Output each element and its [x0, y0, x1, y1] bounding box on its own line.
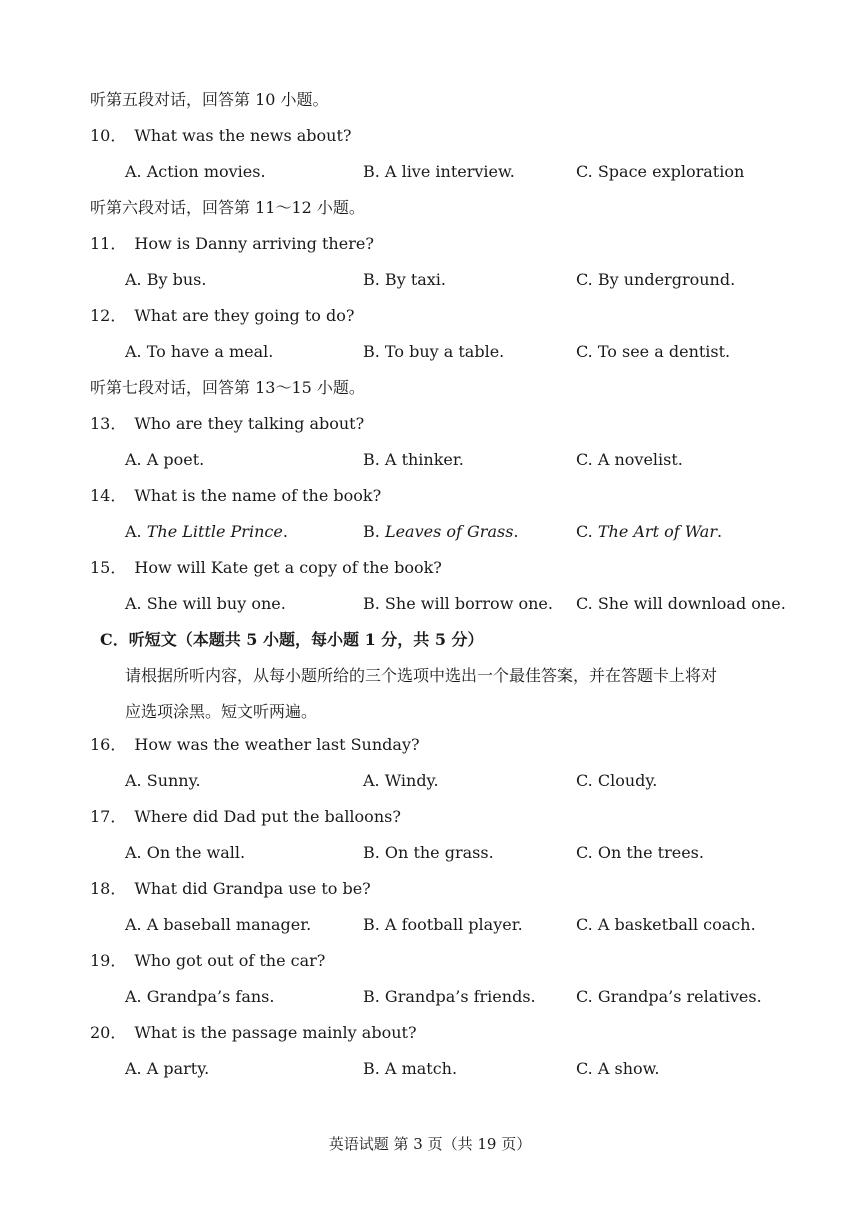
option-b: B. By taxi. — [363, 270, 447, 289]
section-c-instructions-line2: 应选项涂黑。短文听两遍。 — [125, 702, 318, 721]
option-b: B. A football player. — [363, 915, 523, 934]
options-14 — [0, 514, 860, 550]
option-c: C. Space exploration — [576, 162, 745, 181]
option-b — [363, 514, 519, 550]
question-15 — [0, 550, 860, 586]
page-footer: 英语试题 第 3 页（共 19 页） — [328, 1135, 532, 1153]
question-text: How will Kate get a copy of the book? — [134, 558, 442, 577]
option-b: A. Windy. — [363, 771, 439, 790]
option-c: C. A novelist. — [576, 450, 683, 469]
options-17 — [0, 835, 860, 871]
option-letter: C. — [576, 522, 598, 541]
option-b: B. Grandpa’s friends. — [363, 987, 536, 1006]
section-instruction-6: 听第六段对话，回答第 11～12 小题。 — [90, 198, 365, 217]
option-c: C. She will download one. — [576, 594, 786, 613]
question-number: 16． — [90, 735, 127, 754]
options-10 — [0, 154, 860, 190]
question-number: 12． — [90, 306, 127, 325]
book-title: The Little Prince — [146, 522, 283, 541]
option-c: C. Cloudy. — [576, 771, 658, 790]
book-title: The Art of War — [597, 522, 717, 541]
option-c: C. On the trees. — [576, 843, 704, 862]
option-a: A. Action movies. — [125, 162, 266, 181]
option-b: B. A live interview. — [363, 162, 515, 181]
question-text: Who got out of the car? — [134, 951, 326, 970]
option-c: C. By underground. — [576, 270, 736, 289]
option-b: B. On the grass. — [363, 843, 494, 862]
question-text: How was the weather last Sunday? — [134, 735, 420, 754]
option-b: B. A thinker. — [363, 450, 464, 469]
option-a: A. A baseball manager. — [125, 915, 312, 934]
question-number: 19． — [90, 951, 127, 970]
question-14 — [0, 478, 860, 514]
option-c: C. To see a dentist. — [576, 342, 731, 361]
question-text: What was the news about? — [134, 126, 352, 145]
section-c-heading: C．听短文（本题共 5 小题，每小题 1 分，共 5 分） — [100, 630, 484, 649]
option-c: C. Grandpa’s relatives. — [576, 987, 762, 1006]
option-a: A. Grandpa’s fans. — [125, 987, 275, 1006]
question-11 — [0, 226, 860, 262]
option-letter: A. — [125, 522, 147, 541]
section-c-instructions-line1: 请根据所听内容，从每小题所给的三个选项中选出一个最佳答案，并在答题卡上将对 — [125, 666, 718, 685]
question-text: What is the name of the book? — [134, 486, 382, 505]
option-a: A. A party. — [125, 1059, 210, 1078]
option-b: B. A match. — [363, 1059, 458, 1078]
options-13 — [0, 442, 860, 478]
option-a: A. A poet. — [125, 450, 205, 469]
question-20 — [0, 1015, 860, 1051]
option-b: B. She will borrow one. — [363, 594, 553, 613]
question-text: Who are they talking about? — [134, 414, 365, 433]
option-a: A. Sunny. — [125, 771, 201, 790]
option-c: C. A show. — [576, 1059, 660, 1078]
question-number: 13． — [90, 414, 127, 433]
punctuation: . — [716, 522, 723, 541]
option-c — [576, 514, 722, 550]
option-a: A. She will buy one. — [125, 594, 286, 613]
option-b: B. To buy a table. — [363, 342, 505, 361]
question-number: 18． — [90, 879, 127, 898]
question-number: 10． — [90, 126, 127, 145]
punctuation: . — [513, 522, 519, 541]
options-11 — [0, 262, 860, 298]
options-16 — [0, 763, 860, 799]
question-number: 11． — [90, 234, 127, 253]
question-text: How is Danny arriving there? — [134, 234, 374, 253]
options-18 — [0, 907, 860, 943]
question-number: 15． — [90, 558, 127, 577]
punctuation: . — [282, 522, 288, 541]
options-12 — [0, 334, 860, 370]
section-instruction-7: 听第七段对话，回答第 13～15 小题。 — [90, 378, 365, 397]
option-a: A. On the wall. — [125, 843, 246, 862]
question-12 — [0, 298, 860, 334]
question-number: 17． — [90, 807, 127, 826]
question-13 — [0, 406, 860, 442]
option-a — [125, 514, 288, 550]
option-a: A. To have a meal. — [125, 342, 274, 361]
question-19 — [0, 943, 860, 979]
question-18 — [0, 871, 860, 907]
question-text: What are they going to do? — [134, 306, 355, 325]
question-number: 20． — [90, 1023, 127, 1042]
options-20 — [0, 1051, 860, 1087]
question-text: What did Grandpa use to be? — [134, 879, 371, 898]
option-letter: B. — [363, 522, 385, 541]
question-10 — [0, 118, 860, 154]
question-text: Where did Dad put the balloons? — [134, 807, 401, 826]
question-number: 14． — [90, 486, 127, 505]
book-title: Leaves of Grass — [384, 522, 514, 541]
options-15 — [0, 586, 860, 622]
question-16 — [0, 727, 860, 763]
options-19 — [0, 979, 860, 1015]
question-text: What is the passage mainly about? — [134, 1023, 417, 1042]
section-instruction-5: 听第五段对话，回答第 10 小题。 — [90, 90, 329, 109]
option-c: C. A basketball coach. — [576, 915, 756, 934]
option-a: A. By bus. — [125, 270, 207, 289]
question-17 — [0, 799, 860, 835]
